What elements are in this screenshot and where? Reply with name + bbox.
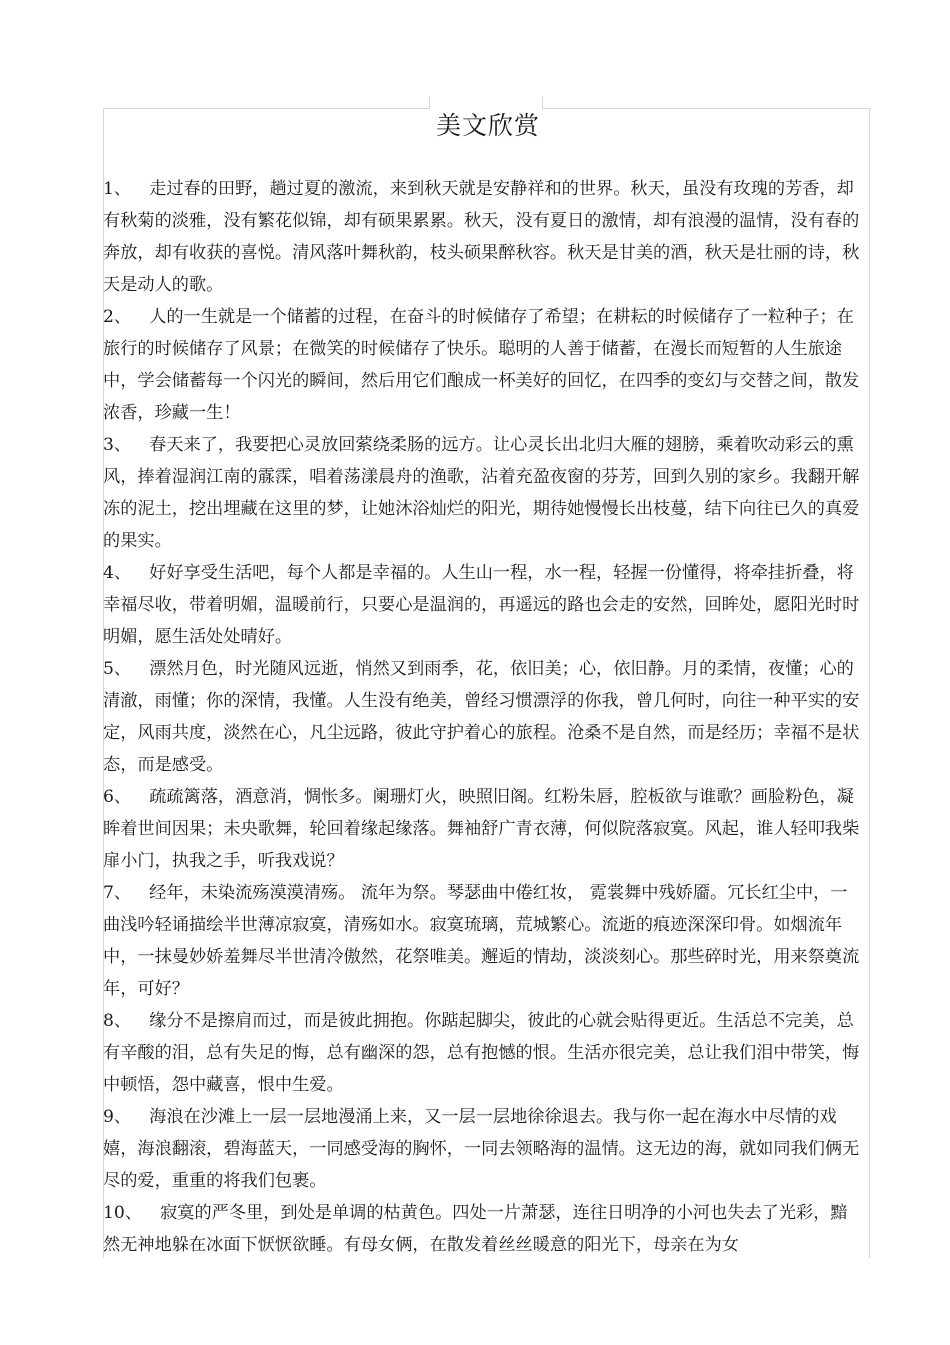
paragraph-text: 漂然月色，时光随风远逝，悄然又到雨季，花，依旧美；心，依旧静。月的柔情，夜懂；心的清澈，雨懂；你的深情，我懂。人生没有绝美，曾经习惯漂浮的你我，曾几何时，向往一种平实的安定，风雨共度，淡然在心，凡尘远路，彼此守护着心的旅程。沧桑不是自然，而是经历；幸福不是状态，而是感受。 xyxy=(103,659,860,775)
document-page xyxy=(103,0,873,1345)
paragraph-text: 经年，未染流殇漠漠清殇。 流年为祭。琴瑟曲中倦红妆， 霓裳舞中残娇靥。冗长红尘中，一曲浅吟轻诵描绘半世薄凉寂寞，清殇如水。寂寞琉璃，荒城繁心。流逝的痕迹深深印骨。如烟流年中，一抹曼妙娇羞舞尽半世清冷傲然，花祭唯美。邂逅的情劫，淡淡刻心。那些碎时光，用来祭奠流年，可好？ xyxy=(103,883,860,999)
paragraph-number: 7、 xyxy=(103,883,132,903)
paragraph-6 xyxy=(103,781,863,877)
paragraph-5 xyxy=(103,653,863,781)
paragraph-text: 春天来了，我要把心灵放回萦绕柔肠的远方。让心灵长出北归大雁的翅膀，乘着吹动彩云的熏风，捧着湿润江南的霡霂，唱着荡漾晨舟的渔歌，沾着充盈夜窗的芬芳，回到久别的家乡。我翻开解冻的泥土，挖出埋藏在这里的梦，让她沐浴灿烂的阳光，期待她慢慢长出枝蔓，结下向往已久的真爱的果实。 xyxy=(103,435,860,551)
paragraph-1 xyxy=(103,173,863,301)
paragraph-8 xyxy=(103,1005,863,1101)
paragraph-number: 2、 xyxy=(103,307,132,327)
paragraph-text: 好好享受生活吧，每个人都是幸福的。人生山一程，水一程，轻握一份懂得，将牵挂折叠，将幸福尽收，带着明媚，温暖前行，只要心是温润的，再遥远的路也会走的安然，回眸处，愿阳光时时明媚，愿生活处处晴好。 xyxy=(103,563,860,647)
paragraph-text: 缘分不是擦肩而过，而是彼此拥抱。你踮起脚尖，彼此的心就会贴得更近。生活总不完美，总有辛酸的泪，总有失足的悔，总有幽深的怨，总有抱憾的恨。生活亦很完美，总让我们泪中带笑，悔中顿悟，怨中藏喜，恨中生爱。 xyxy=(103,1011,860,1095)
paragraph-4 xyxy=(103,557,863,653)
paragraph-text: 走过春的田野，趟过夏的激流，来到秋天就是安静祥和的世界。秋天，虽没有玫瑰的芳香，却有秋菊的淡雅，没有繁花似锦，却有硕果累累。秋天，没有夏日的激情，却有浪漫的温情，没有春的奔放，却有收获的喜悦。清风落叶舞秋韵，枝头硕果醉秋容。秋天是甘美的酒，秋天是壮丽的诗，秋天是动人的歌。 xyxy=(103,179,860,295)
article-body xyxy=(103,173,863,1261)
paragraph-3 xyxy=(103,429,863,557)
paragraph-number: 1、 xyxy=(103,179,132,199)
paragraph-number: 3、 xyxy=(103,435,132,455)
paragraph-number: 9、 xyxy=(103,1107,132,1127)
paragraph-text: 疏疏篱落，酒意消，惆怅多。阑珊灯火，映照旧阁。红粉朱唇，腔板欲与谁歌？画脸粉色，凝眸着世间因果；未央歌舞，轮回着缘起缘落。舞袖舒广青衣薄，何似院落寂寞。风起，谁人轻叩我柴扉小门，执我之手，听我戏说？ xyxy=(103,787,860,871)
paragraph-number: 10、 xyxy=(103,1203,143,1223)
page-title: 美文欣赏 xyxy=(435,111,540,140)
paragraph-text: 寂寞的严冬里，到处是单调的枯黄色。四处一片萧瑟，连往日明净的小河也失去了光彩，黯然无神地躲在冰面下恹恹欲睡。有母女俩，在散发着丝丝暖意的阳光下，母亲在为女 xyxy=(103,1203,848,1255)
paragraph-number: 5、 xyxy=(103,659,132,679)
paragraph-9 xyxy=(103,1101,863,1197)
paragraph-2 xyxy=(103,301,863,429)
paragraph-number: 4、 xyxy=(103,563,132,583)
paragraph-text: 海浪在沙滩上一层一层地漫涌上来，又一层一层地徐徐退去。我与你一起在海水中尽情的戏嬉，海浪翻滚，碧海蓝天，一同感受海的胸怀，一同去领略海的温情。这无边的海，就如同我们俩无尽的爱，重重的将我们包裹。 xyxy=(103,1107,860,1191)
paragraph-number: 8、 xyxy=(103,1011,132,1031)
paragraph-number: 6、 xyxy=(103,787,132,807)
paragraph-10 xyxy=(103,1197,863,1261)
paragraph-text: 人的一生就是一个储蓄的过程，在奋斗的时候储存了希望；在耕耘的时候储存了一粒种子；在旅行的时候储存了风景；在微笑的时候储存了快乐。聪明的人善于储蓄，在漫长而短暂的人生旅途中，学会储蓄每一个闪光的瞬间，然后用它们酿成一杯美好的回忆，在四季的变幻与交替之间，散发浓香，珍藏一生！ xyxy=(103,307,860,423)
paragraph-7 xyxy=(103,877,863,1005)
